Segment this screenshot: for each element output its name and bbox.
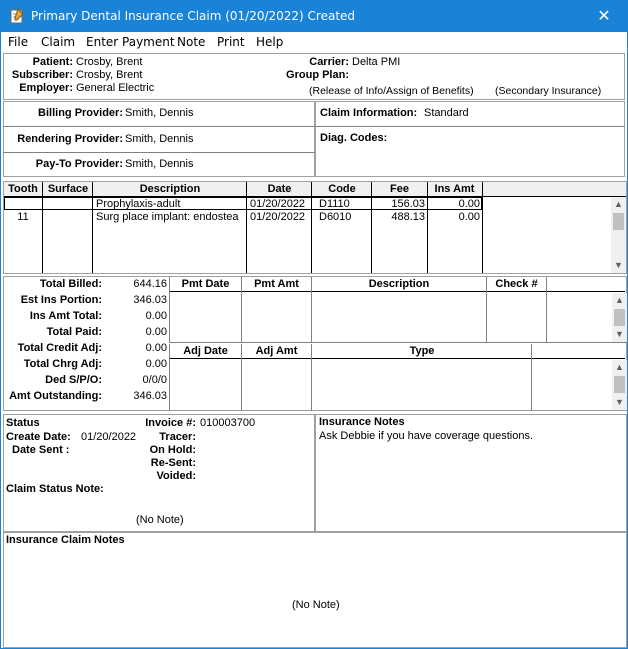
- scroll-down-icon[interactable]: ▼: [615, 397, 624, 407]
- total-billed-label: Total Billed:: [39, 278, 102, 290]
- scroll-thumb[interactable]: [614, 376, 625, 393]
- insurance-notes-title: Insurance Notes: [319, 416, 405, 428]
- menu-file[interactable]: File: [8, 35, 29, 49]
- col-code[interactable]: Code: [328, 183, 356, 195]
- scroll-down-icon[interactable]: ▼: [614, 260, 623, 270]
- est-ins-portion-label: Est Ins Portion:: [20, 294, 102, 306]
- window-title: Primary Dental Insurance Claim (01/20/2022) Created: [31, 9, 356, 23]
- col-surface[interactable]: Surface: [47, 183, 89, 195]
- subscriber-value: Crosby, Brent: [76, 69, 143, 81]
- scroll-up-icon[interactable]: ▲: [614, 199, 623, 209]
- cell-date: 01/20/2022: [250, 211, 306, 223]
- cell-description: Surg place implant: endostea: [96, 211, 239, 223]
- total-paid-label: Total Paid:: [46, 326, 102, 338]
- secondary-note: (Secondary Insurance): [495, 85, 602, 97]
- status-title: Status: [6, 417, 40, 429]
- total-chrg-adj-value: 0.00: [145, 358, 167, 370]
- cell-code: D1110: [319, 198, 350, 210]
- col-pmt-date[interactable]: Pmt Date: [181, 278, 230, 290]
- re-sent-label: Re-Sent:: [150, 457, 196, 469]
- close-icon[interactable]: ✕: [597, 8, 611, 25]
- voided-label: Voided:: [156, 470, 196, 482]
- on-hold-label: On Hold:: [149, 444, 196, 456]
- menu-enter-payment[interactable]: Enter Payment: [86, 35, 175, 49]
- employer-label: Employer:: [19, 82, 73, 94]
- cell-ins-amt: 0.00: [458, 198, 480, 210]
- billing-provider-label: Billing Provider:: [38, 107, 123, 119]
- menu-note[interactable]: Note: [177, 35, 206, 49]
- group-plan-label: Group Plan:: [286, 69, 349, 81]
- employer-value: General Electric: [76, 82, 155, 94]
- patient-value: Crosby, Brent: [76, 56, 143, 68]
- ins-amt-total-label: Ins Amt Total:: [29, 310, 102, 322]
- scroll-down-icon[interactable]: ▼: [615, 329, 624, 339]
- total-chrg-adj-label: Total Chrg Adj:: [23, 358, 102, 370]
- carrier-label: Carrier:: [309, 56, 349, 68]
- menu-bar: [1, 32, 627, 52]
- total-credit-adj-label: Total Credit Adj:: [17, 342, 102, 354]
- col-description[interactable]: Description: [139, 183, 201, 195]
- claim-info-value: Standard: [424, 107, 469, 119]
- est-ins-portion-value: 346.03: [133, 294, 167, 306]
- patient-label: Patient:: [32, 56, 73, 68]
- claim-info-label: Claim Information:: [320, 107, 418, 119]
- payments-header: [170, 277, 625, 292]
- col-check-num[interactable]: Check #: [495, 278, 538, 290]
- ded-spo-value: 0/0/0: [142, 374, 167, 386]
- app-icon: [10, 8, 24, 24]
- total-credit-adj-value: 0.00: [145, 342, 167, 354]
- invoice-value: 010003700: [200, 417, 256, 429]
- ins-amt-total-value: 0.00: [145, 310, 167, 322]
- procedures-scrollbar[interactable]: [611, 197, 626, 273]
- menu-claim[interactable]: Claim: [41, 35, 76, 49]
- cell-code: D6010: [319, 211, 352, 223]
- billing-provider-value: Smith, Dennis: [125, 107, 194, 119]
- date-sent-label: Date Sent :: [12, 444, 70, 456]
- amt-outstanding-label: Amt Outstanding:: [9, 390, 102, 402]
- procedures-header: [4, 182, 626, 197]
- cell-tooth: 11: [17, 211, 29, 223]
- release-note: (Release of Info/Assign of Benefits): [309, 85, 474, 97]
- diag-codes-label: Diag. Codes:: [320, 132, 388, 144]
- adjustments-scrollbar[interactable]: [612, 360, 627, 410]
- scroll-up-icon[interactable]: ▲: [615, 295, 624, 305]
- cell-description: Prophylaxis-adult: [96, 198, 181, 210]
- col-ins-amt[interactable]: Ins Amt: [434, 183, 475, 195]
- claim-notes-no-note: (No Note): [292, 599, 340, 611]
- claim-status-note[interactable]: (No Note): [136, 514, 184, 526]
- menu-print[interactable]: Print: [217, 35, 245, 49]
- col-adj-amt[interactable]: Adj Amt: [255, 345, 298, 357]
- rendering-provider-label: Rendering Provider:: [17, 133, 123, 145]
- col-date[interactable]: Date: [267, 183, 292, 195]
- cell-date: 01/20/2022: [250, 198, 306, 210]
- cell-fee: 488.13: [391, 211, 425, 223]
- col-pmt-amt[interactable]: Pmt Amt: [254, 278, 299, 290]
- col-pmt-description[interactable]: Description: [368, 278, 430, 290]
- tracer-label: Tracer:: [159, 431, 196, 443]
- insurance-notes-text: Ask Debbie if you have coverage questions.: [319, 430, 534, 442]
- title-bar: [1, 1, 627, 32]
- col-tooth[interactable]: Tooth: [8, 183, 38, 195]
- claim-status-note-label: Claim Status Note:: [6, 483, 104, 495]
- cell-fee: 156.03: [391, 198, 425, 210]
- create-date-value: 01/20/2022: [81, 431, 137, 443]
- scroll-thumb[interactable]: [613, 213, 624, 230]
- col-fee[interactable]: Fee: [390, 183, 409, 195]
- rendering-provider-value: Smith, Dennis: [125, 133, 194, 145]
- col-adj-date[interactable]: Adj Date: [183, 345, 228, 357]
- ded-spo-label: Ded S/P/O:: [45, 374, 102, 386]
- scroll-up-icon[interactable]: ▲: [615, 362, 624, 372]
- payto-provider-label: Pay-To Provider:: [35, 158, 123, 170]
- adjustments-header: [170, 344, 625, 359]
- subscriber-label: Subscriber:: [11, 69, 73, 81]
- invoice-label: Invoice #:: [145, 417, 196, 429]
- create-date-label: Create Date:: [6, 431, 71, 443]
- cell-ins-amt: 0.00: [458, 211, 480, 223]
- claim-notes-title: Insurance Claim Notes: [6, 534, 125, 546]
- scroll-thumb[interactable]: [614, 309, 625, 326]
- amt-outstanding-value: 346.03: [133, 390, 167, 402]
- payto-provider-value: Smith, Dennis: [125, 158, 194, 170]
- menu-help[interactable]: Help: [256, 35, 284, 49]
- col-adj-type[interactable]: Type: [409, 345, 435, 357]
- carrier-value: Delta PMI: [352, 56, 401, 68]
- total-paid-value: 0.00: [145, 326, 167, 338]
- claim-notes-section[interactable]: [3, 532, 627, 648]
- total-billed-value: 644.16: [133, 278, 167, 290]
- payments-scrollbar[interactable]: [612, 293, 627, 342]
